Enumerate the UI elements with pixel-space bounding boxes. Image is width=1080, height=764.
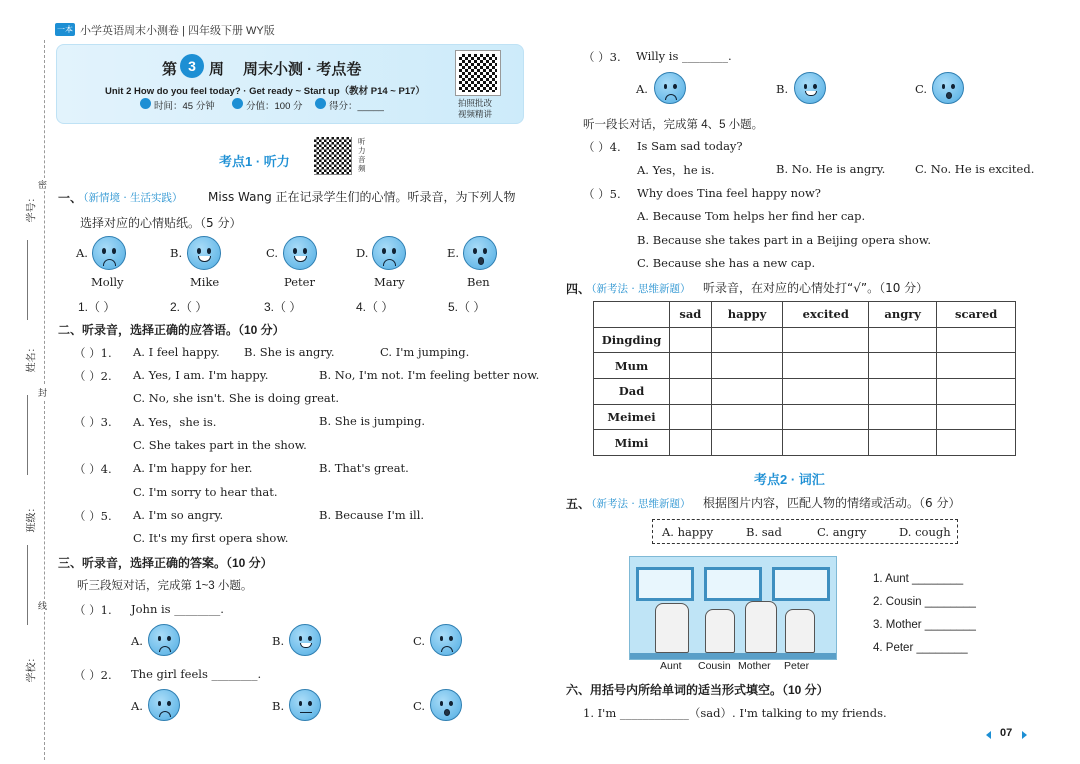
- q3-item4-a: A. Yes，he is.: [637, 163, 715, 177]
- q4-number: 四、: [566, 282, 591, 296]
- q5-option-b: B. sad: [746, 525, 782, 539]
- q5-blank-1[interactable]: 1. Aunt ________: [873, 573, 964, 585]
- time-limit: 时间：45 分钟: [154, 101, 215, 112]
- q1-letter-a: A.: [76, 246, 88, 260]
- q1-letter-d: D.: [356, 246, 369, 260]
- q4-instruction: 听录音，在对应的心情处打“√”。（10 分）: [703, 281, 929, 295]
- binding-line: [44, 40, 45, 760]
- scene-label-aunt: Aunt: [660, 660, 682, 672]
- q1-answer-4[interactable]: 4.（ ）: [356, 300, 394, 314]
- q3-item3-num[interactable]: （ ）3.: [583, 50, 621, 64]
- listening-qr-icon: [314, 137, 352, 175]
- margin-label-school: 学校：: [26, 652, 38, 683]
- q5-blank-2[interactable]: 2. Cousin ________: [873, 596, 976, 608]
- scene-label-mother: Mother: [738, 660, 771, 672]
- q3-item3-opt-a: A.: [636, 82, 648, 96]
- q3-intro2: 听一段长对话，完成第 4、5 小题。: [583, 119, 764, 131]
- tick-cell[interactable]: [783, 327, 869, 353]
- tick-cell[interactable]: [670, 404, 712, 430]
- happy-face-icon: [289, 624, 321, 656]
- seal-mark-feng: 封: [38, 388, 48, 398]
- mood-table: [593, 301, 1016, 456]
- q1-number: 一、: [58, 191, 83, 205]
- q3-item1-opt-a: A.: [131, 634, 143, 648]
- q5-blank-3[interactable]: 3. Mother ________: [873, 619, 976, 631]
- angry-face-icon: [92, 236, 126, 270]
- page-number: 07: [1000, 727, 1013, 739]
- q5-option-c: C. angry: [817, 525, 867, 539]
- angry-face-icon: [430, 624, 462, 656]
- q2-item3-c: C. She takes part in the show.: [133, 438, 307, 452]
- qr-caption: 拍照批改 视频精讲: [458, 98, 493, 119]
- q4-tag: （新考法 · 思维新题）: [586, 283, 691, 295]
- q2-item1-c: C. I'm jumping.: [380, 345, 470, 359]
- qr-code-icon: [456, 51, 500, 95]
- tick-cell[interactable]: [937, 404, 1016, 430]
- q2-item3-b: B. She is jumping.: [319, 414, 426, 428]
- tick-cell[interactable]: [711, 327, 783, 353]
- q3-item2-opt-c: C.: [413, 699, 426, 713]
- q3-intro: 听三段短对话，完成第 1~3 小题。: [77, 580, 253, 592]
- tick-cell[interactable]: [711, 430, 783, 456]
- margin-rule: [27, 545, 28, 625]
- tick-cell[interactable]: [783, 353, 869, 379]
- q2-item5-a: A. I'm so angry.: [133, 508, 224, 522]
- q3-item5-text: Why does Tina feel happy now?: [637, 186, 821, 200]
- q3-item1-text: John is ________.: [131, 602, 224, 616]
- q2-item2-c: C. No, she isn't. She is doing great.: [133, 391, 340, 405]
- q1-answer-1[interactable]: 1.（ ）: [78, 300, 116, 314]
- row-header: Dad: [594, 378, 670, 404]
- q2-item5-b: B. Because I'm ill.: [319, 508, 425, 522]
- q3-item5-c: C. Because she has a new cap.: [637, 256, 816, 270]
- q1-name-ben: Ben: [467, 275, 490, 289]
- excited-face-icon: [187, 236, 221, 270]
- row-header: Mum: [594, 353, 670, 379]
- q2-item4-a: A. I'm happy for her.: [133, 461, 253, 475]
- excited-face-icon: [794, 72, 826, 104]
- q3-item4-num[interactable]: （ ）4.: [583, 140, 621, 154]
- q2-item2-b: B. No, I'm not. I'm feeling better now.: [319, 368, 540, 382]
- q1-instruction-2: 选择对应的心情贴纸。（5 分）: [80, 216, 242, 230]
- listening-qr-side: 听力音频: [358, 137, 366, 173]
- scared-face-icon: [463, 236, 497, 270]
- q3-item3-text: Willy is ________.: [636, 49, 732, 63]
- tick-cell[interactable]: [711, 353, 783, 379]
- margin-label-class: 班级：: [26, 502, 38, 533]
- q1-name-molly: Molly: [91, 275, 124, 289]
- q2-item2-num[interactable]: （ ）2.: [74, 369, 112, 383]
- q2-item1-b: B. She is angry.: [244, 345, 335, 359]
- margin-rule: [27, 240, 28, 320]
- prev-page-icon[interactable]: [986, 731, 991, 739]
- col-header: sad: [670, 302, 712, 328]
- q5-option-a: A. happy: [662, 525, 714, 539]
- col-header: scared: [937, 302, 1016, 328]
- q1-name-mary: Mary: [374, 275, 405, 289]
- score-got: 得分：_____: [329, 101, 384, 112]
- q2-item1-a: A. I feel happy.: [133, 345, 220, 359]
- week-prefix: 第: [162, 61, 178, 78]
- q2-item2-a: A. Yes, I am. I'm happy.: [133, 368, 269, 382]
- q3-title: 三、听录音，选择正确的答案。（10 分）: [58, 556, 273, 570]
- happy-face-icon: [283, 236, 317, 270]
- scene-label-peter: Peter: [784, 660, 810, 672]
- margin-rule: [27, 395, 28, 475]
- q3-item5-a: A. Because Tom helps her find her cap.: [637, 209, 866, 223]
- tick-cell[interactable]: [783, 430, 869, 456]
- q3-item5-num[interactable]: （ ）5.: [583, 187, 621, 201]
- q2-item4-c: C. I'm sorry to hear that.: [133, 485, 278, 499]
- col-header: excited: [783, 302, 869, 328]
- tick-cell[interactable]: [783, 404, 869, 430]
- got-icon: [315, 98, 326, 109]
- tick-cell[interactable]: [711, 378, 783, 404]
- week-suffix: 周: [209, 61, 225, 78]
- q2-item5-c: C. It's my first opera show.: [133, 531, 289, 545]
- mood-table-corner: [594, 302, 670, 328]
- q2-item4-num[interactable]: （ ）4.: [74, 462, 112, 476]
- tick-cell[interactable]: [869, 404, 937, 430]
- total-score: 分值：100 分: [246, 101, 303, 112]
- clock-icon: [140, 98, 151, 109]
- tick-cell[interactable]: [869, 353, 937, 379]
- tick-cell[interactable]: [670, 327, 712, 353]
- seal-mark-xian: 线: [38, 601, 48, 611]
- q1-answer-5[interactable]: 5.（ ）: [448, 300, 486, 314]
- series-title: 小学英语周末小测卷 | 四年级下册 WY版: [80, 25, 275, 37]
- scene-label-cousin: Cousin: [698, 660, 731, 672]
- margin-label-name: 姓名：: [26, 342, 38, 373]
- q6-title: 六、用括号内所给单词的适当形式填空。（10 分）: [566, 683, 829, 697]
- sad-face-icon: [148, 624, 180, 656]
- q3-item1-opt-c: C.: [413, 634, 426, 648]
- q2-item5-num[interactable]: （ ）5.: [74, 509, 112, 523]
- q5-option-d: D. cough: [899, 525, 951, 539]
- q1-name-mike: Mike: [190, 275, 220, 289]
- q1-letter-e: E.: [447, 246, 460, 260]
- seal-mark-mi: 密: [38, 180, 48, 190]
- q1-name-peter: Peter: [284, 275, 315, 289]
- q1-instruction-1: Miss Wang 正在记录学生们的心情。听录音，为下列人物: [208, 190, 516, 204]
- q1-answer-2[interactable]: 2.（ ）: [170, 300, 208, 314]
- col-header: happy: [711, 302, 783, 328]
- tick-cell[interactable]: [670, 353, 712, 379]
- score-icon: [232, 98, 243, 109]
- q3-item4-text: Is Sam sad today?: [637, 139, 743, 153]
- q2-item3-a: A. Yes，she is.: [133, 415, 217, 429]
- q1-tag: （新情境 · 生活实践）: [78, 192, 183, 204]
- q5-tag: （新考法 · 思维新题）: [586, 498, 691, 510]
- tick-cell[interactable]: [670, 378, 712, 404]
- q3-item4-c: C. No. He is excited.: [915, 162, 1035, 176]
- q2-item1-num[interactable]: （ ）1.: [74, 346, 112, 360]
- tick-cell[interactable]: [869, 378, 937, 404]
- q3-item2-text: The girl feels ________.: [131, 667, 262, 681]
- margin-label-id: 学号：: [26, 192, 38, 223]
- col-header: angry: [869, 302, 937, 328]
- tick-cell[interactable]: [937, 353, 1016, 379]
- q1-letter-b: B.: [170, 246, 183, 260]
- week-number-badge: 3: [180, 54, 204, 78]
- tick-cell[interactable]: [937, 327, 1016, 353]
- bus-scene-illustration: [629, 556, 837, 660]
- q2-item3-num[interactable]: （ ）3.: [74, 415, 112, 429]
- q3-item2-opt-a: A.: [131, 699, 143, 713]
- q2-title: 二、听录音，选择正确的应答语。（10 分）: [58, 323, 285, 337]
- q3-item3-opt-b: B.: [776, 82, 789, 96]
- row-header: Meimei: [594, 404, 670, 430]
- tick-cell[interactable]: [869, 430, 937, 456]
- tick-cell[interactable]: [783, 378, 869, 404]
- tick-cell[interactable]: [937, 378, 1016, 404]
- q3-item3-opt-c: C.: [915, 82, 928, 96]
- scared-face-icon: [932, 72, 964, 104]
- paper-title: 周末小测 · 考点卷: [243, 61, 362, 78]
- q1-letter-c: C.: [266, 246, 279, 260]
- q1-answer-3[interactable]: 3.（ ）: [264, 300, 302, 314]
- section-heading-vocab: 考点2 · 词汇: [754, 472, 825, 487]
- sad-face-icon: [372, 236, 406, 270]
- next-page-icon[interactable]: [1022, 731, 1027, 739]
- q5-instruction: 根据图片内容，匹配人物的情绪或活动。（6 分）: [703, 496, 961, 510]
- q3-item4-b: B. No. He is angry.: [776, 162, 886, 176]
- q2-item4-b: B. That's great.: [319, 461, 409, 475]
- q6-item-1[interactable]: 1. I'm ____________（sad）. I'm talking to my friends.: [583, 706, 887, 720]
- tick-cell[interactable]: [869, 327, 937, 353]
- sad-face-icon: [148, 689, 180, 721]
- section-heading-listening: 考点1 · 听力: [219, 154, 290, 169]
- unit-subtitle: Unit 2 How do you feel today? · Get ready ~ Start up（教材 P14 ~ P17）: [105, 86, 425, 97]
- q3-item5-b: B. Because she takes part in a Beijing opera show.: [637, 233, 931, 247]
- q3-item1-opt-b: B.: [272, 634, 285, 648]
- tick-cell[interactable]: [711, 404, 783, 430]
- tick-cell[interactable]: [937, 430, 1016, 456]
- series-badge: 一本: [57, 25, 73, 34]
- row-header: Mimi: [594, 430, 670, 456]
- scared-face-icon: [430, 689, 462, 721]
- angry-face-icon: [654, 72, 686, 104]
- q5-number: 五、: [566, 497, 591, 511]
- tick-cell[interactable]: [670, 430, 712, 456]
- sleepy-face-icon: [289, 689, 321, 721]
- q3-item2-num[interactable]: （ ）2.: [74, 668, 112, 682]
- row-header: Dingding: [594, 327, 670, 353]
- q3-item2-opt-b: B.: [272, 699, 285, 713]
- q5-blank-4[interactable]: 4. Peter ________: [873, 642, 968, 654]
- q3-item1-num[interactable]: （ ）1.: [74, 603, 112, 617]
